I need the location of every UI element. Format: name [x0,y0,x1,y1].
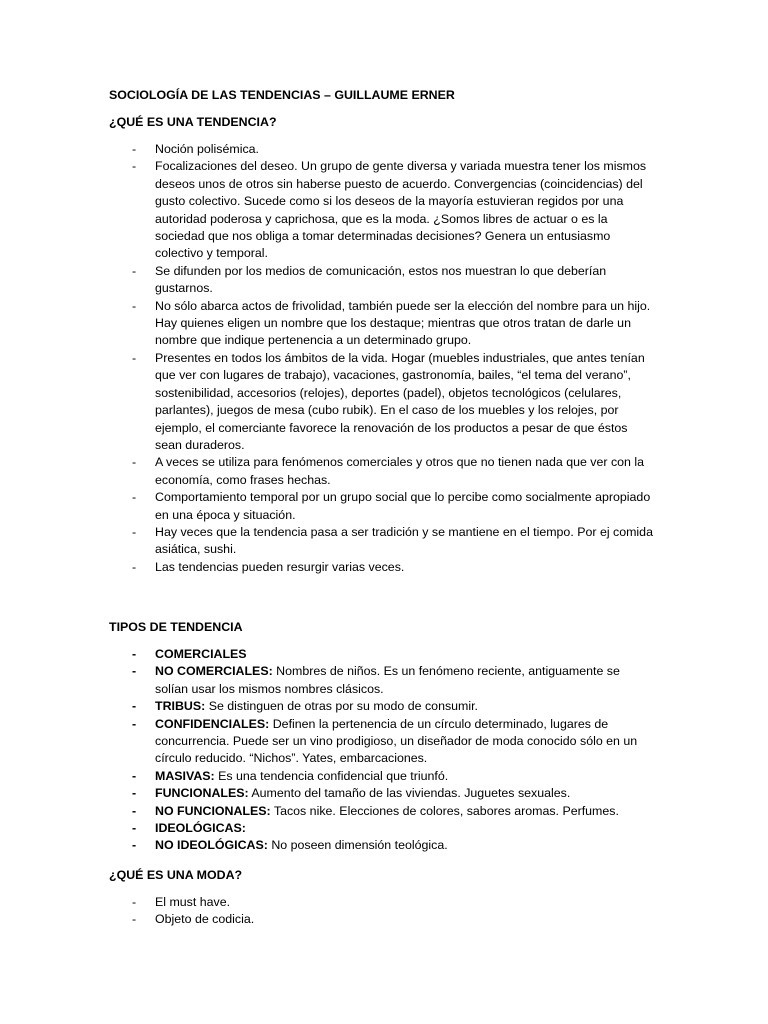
bullet-dash: - [132,803,137,818]
list-item-text: Hay veces que la tendencia pasa a ser tradición y se mantiene en el tiempo. Por ej comida asiática, sushi. [155,524,653,557]
bullet-dash: - [132,263,137,278]
list-item-text: Noción polisémica. [155,142,259,156]
document-title: SOCIOLOGÍA DE LAS TENDENCIAS – GUILLAUME ERNER [109,88,455,102]
bullet-dash: - [132,647,137,661]
list-item [109,768,654,785]
term-description: Es una tendencia confidencial que triunfó. [214,768,449,783]
list-item-text: Focalizaciones del deseo. Un grupo de gente diversa y variada muestra tener los mismos deseos unos de otros sin haberse puesto de acuerdo. Convergencias (coincidencias) del gusto colectivo. Sucede como si los deseos de la mayoría estuvieran regidos por una autoridad poderosa y caprichosa, que es la moda. ¿Somos libres de actuar o es la sociedad que nos obliga a tomar determinadas decisiones? Genera un entusiasmo colectivo y temporal. [155,159,647,261]
bullet-dash: - [132,350,137,365]
list-item-text: El must have. [155,895,231,909]
list-item-text: Presentes en todos los ámbitos de la vida. Hogar (muebles industriales, que antes tenían que ver con lugares de trabajo), vacaciones, gastronomía, bailes, “el tema del verano”, sostenibilidad, accesorios (relojes), deportes (padel), objetos tecnológicos (celulares, parlantes), juegos de mesa (cubo rubik). En el caso de los muebles y los relojes, por ejemplo, el comerciante favorece la renovación de los productos a pesar de que éstos sean duraderos. [155,350,645,452]
term-label: NO COMERCIALES: [155,664,273,679]
bullet-dash: - [132,664,137,679]
list-item [109,716,654,768]
term-description: Nombres de niños. Es un fenómeno reciente, antiguamente se solían usar los mismos nombres clásicos. [155,664,620,696]
list-item [109,698,654,715]
list-item-text: Comportamiento temporal por un grupo social que lo percibe como socialmente apropiado en una época y situación. [155,490,651,522]
term-label: COMERCIALES [155,647,247,661]
bullet-dash: - [132,455,137,470]
bullet-dash: - [132,768,137,783]
list-item [109,263,654,298]
term-description: Definen la pertenencia de un círculo determinado, lugares de concurrencia. Puede ser un vino prodigioso, un diseñador de moda conocido sólo en un círculo reducido. “Nichos”. Yates, embarcaciones. [155,716,638,766]
section-heading-tipos-tendencia: TIPOS DE TENDENCIA [109,620,243,634]
list-item [109,454,654,489]
term-description: Tacos nike. Elecciones de colores, sabores aromas. Perfumes. [270,803,619,818]
bullet-dash: - [132,699,137,714]
term-label: NO IDEOLÓGICAS: [155,838,268,853]
moda-bullet-list [109,894,654,929]
term-description: Se distinguen de otras por su modo de consumir. [205,699,479,714]
term-label: NO FUNCIONALES: [155,803,271,818]
tipos-bullet-list [109,646,654,855]
list-item [109,911,654,928]
bullet-dash: - [132,821,137,836]
list-item [109,803,654,820]
term-label: IDEOLÓGICAS: [155,821,246,836]
section-heading-que-es-moda: ¿QUÉ ES UNA MODA? [109,868,243,882]
term-label: CONFIDENCIALES: [155,716,270,731]
list-item [109,785,654,802]
bullet-dash: - [132,159,137,174]
term-description: Aumento del tamaño de las viviendas. Juguetes sexuales. [248,786,571,801]
list-item [109,158,654,262]
bullet-dash: - [132,524,137,539]
term-label: TRIBUS: [155,699,206,714]
list-item [109,894,654,911]
list-item [109,646,654,663]
list-item [109,350,654,454]
list-item-text: No sólo abarca actos de frivolidad, también puede ser la elección del nombre para un hijo. Hay quienes eligen un nombre que los destaque; mientras que otros tratan de darle un nombre que indique pertenencia a un determinado grupo. [155,298,651,348]
bullet-dash: - [132,142,137,156]
list-item [109,559,654,576]
bullet-dash: - [132,298,137,313]
bullet-dash: - [132,895,137,909]
list-item [109,141,654,158]
tendencia-bullet-list [109,141,654,576]
list-item [109,298,654,350]
bullet-dash: - [132,786,137,801]
bullet-dash: - [132,716,137,731]
list-item [109,489,654,524]
bullet-dash: - [132,559,137,574]
list-item-text: Objeto de codicia. [155,912,255,927]
term-description: No poseen dimensión teológica. [267,838,448,853]
list-item-text: A veces se utiliza para fenómenos comerciales y otros que no tienen nada que ver con la economía, como frases hechas. [155,455,645,487]
list-item [109,837,654,854]
term-label: FUNCIONALES: [155,786,249,801]
section-heading-que-es-tendencia: ¿QUÉ ES UNA TENDENCIA? [109,115,277,129]
bullet-dash: - [132,838,137,853]
bullet-dash: - [132,912,137,927]
bullet-dash: - [132,490,137,505]
term-label: MASIVAS: [155,768,215,783]
list-item-text: Se difunden por los medios de comunicación, estos nos muestran lo que deberían gustarnos. [155,263,607,296]
list-item [109,524,654,559]
list-item [109,820,654,837]
list-item [109,663,654,698]
list-item-text: Las tendencias pueden resurgir varias veces. [155,559,405,574]
